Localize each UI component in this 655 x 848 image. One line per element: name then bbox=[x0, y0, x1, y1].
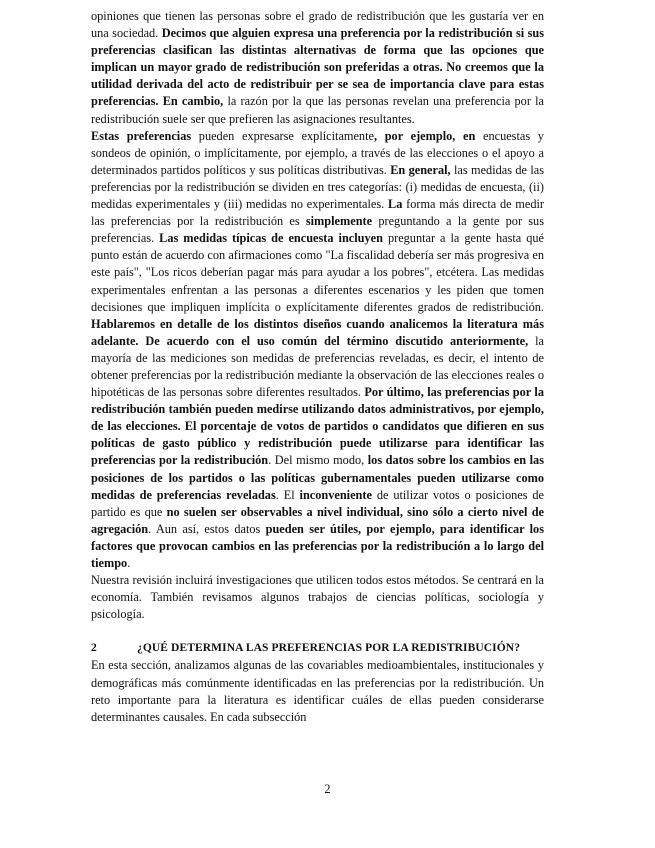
text-run: . bbox=[127, 556, 131, 570]
paragraph-4 bbox=[91, 657, 544, 725]
bold-text-run: los datos sobre los cambios en las posiciones de los partidos o las políticas gubernamentales pueden utilizarse como medidas de preferencias reveladas bbox=[91, 453, 544, 502]
text-run: preguntando a la gente por sus preferencias. bbox=[91, 214, 544, 246]
text-run: En esta sección, analizamos algunas de las covariables medioambientales, institucionales y demográficas más comúnmente identificadas en las preferencias por la redistribución. Un reto importante para la literatura es identificar cuáles de ellas pueden considerarse determinantes causales. En cada subsección bbox=[91, 658, 544, 724]
paragraph-1 bbox=[91, 8, 544, 128]
bold-text-run: Por último, las preferencias por la redistribución también pueden medirse utilizando datos administrativos, por ejemplo, de las elecciones. El porcentaje de votos de partidos o candidatos que difieren en sus políticas de gasto público y redistribución puede utilizarse para identificar las preferencias por la redistribución bbox=[91, 385, 544, 468]
page-number: 2 bbox=[324, 782, 331, 796]
text-run: . Aun así, estos datos bbox=[148, 521, 266, 536]
text-run: forma más directa de medir las preferencias por la redistribución es bbox=[91, 197, 544, 229]
text-run: pueden expresarse explícitamente bbox=[191, 128, 374, 143]
bold-text-run: Las medidas típicas de encuesta incluyen bbox=[159, 231, 383, 246]
document-page bbox=[91, 8, 544, 726]
section-heading bbox=[91, 640, 544, 657]
text-run: encuestas y sondeos de opinión, o implícitamente, por ejemplo, a través de las elecciones o el apoyo a determinados partidos políticos y sus políticas distributivas. bbox=[91, 128, 544, 177]
bold-text-run: pueden ser útiles, por ejemplo, para identificar los factores que provocan cambios en las preferencias por la redistribución a lo largo del tiempo bbox=[91, 521, 544, 570]
text-run: las medidas de las preferencias por la redistribución se dividen en tres categorías: (i) medidas de encuesta, (ii) medidas experimentales y (iii) medidas no experimentales. bbox=[91, 162, 544, 212]
text-run: preguntar a la gente hasta qué punto están de acuerdo con afirmaciones como "La fiscalidad debería ser más progresiva en este país", "Los ricos deberían pagar más para ayudar a los pobres", etcétera. Las medidas experimentales enfrentan a las personas a diferentes escenarios y les piden que tomen decisiones que impliquen implícita o explícitamente diferentes grados de redistribución. bbox=[91, 231, 545, 314]
bold-text-run: inconveniente bbox=[299, 487, 372, 502]
bold-text-run: no suelen ser observables a nivel individual, sino sólo a cierto nivel de agregación bbox=[91, 504, 544, 536]
bold-text-run: En general, bbox=[390, 162, 451, 177]
paragraph-3 bbox=[91, 572, 544, 623]
text-run: Nuestra revisión incluirá investigaciones que utilicen todos estos métodos. Se centrará en la economía. También revisamos algunos trabajos de ciencias políticas, sociología y psicología. bbox=[91, 573, 544, 622]
bold-text-run: , por ejemplo, en bbox=[373, 128, 476, 143]
text-run: la razón por la que las personas revelan una preferencia por la redistribución suele ser que prefieren las asignaciones resultantes. bbox=[91, 94, 544, 126]
bold-text-run: La bbox=[388, 197, 403, 212]
text-run: . Del mismo modo, bbox=[268, 453, 368, 468]
text-run: de utilizar votos o posiciones de partido es que bbox=[91, 487, 544, 519]
paragraph-2 bbox=[91, 128, 544, 572]
bold-text-run: Decimos que alguien expresa una preferencia por la redistribución si sus preferencias clasifican las distintas alternativas de forma que las opciones que implican un mayor grado de redistribución son preferidas a otras. No creemos que la utilidad derivada del acto de redistribuir per se sea de importancia clave para estas preferencias. En cambio, bbox=[91, 26, 545, 109]
bold-text-run: simplemente bbox=[305, 214, 373, 229]
text-run: . El bbox=[275, 487, 300, 502]
bold-text-run: Estas preferencias bbox=[91, 128, 192, 143]
section-title: ¿QUÉ DETERMINA LAS PREFERENCIAS POR LA REDISTRIBUCIÓN? bbox=[137, 642, 521, 655]
text-run: opiniones que tienen las personas sobre el grado de redistribución que les gustaría ver en una sociedad. bbox=[91, 9, 544, 41]
text-run: la mayoría de las mediciones son medidas de preferencias reveladas, es decir, el intento de obtener preferencias por la redistribución mediante la observación de las elecciones reales o hipotéticas de las personas sobre diferentes resultados. bbox=[91, 333, 544, 400]
bold-text-run: Hablaremos en detalle de los distintos diseños cuando analicemos la literatura más adelante. De acuerdo con el uso común del término discutido anteriormente, bbox=[91, 316, 544, 348]
section-number: 2 bbox=[91, 642, 97, 655]
